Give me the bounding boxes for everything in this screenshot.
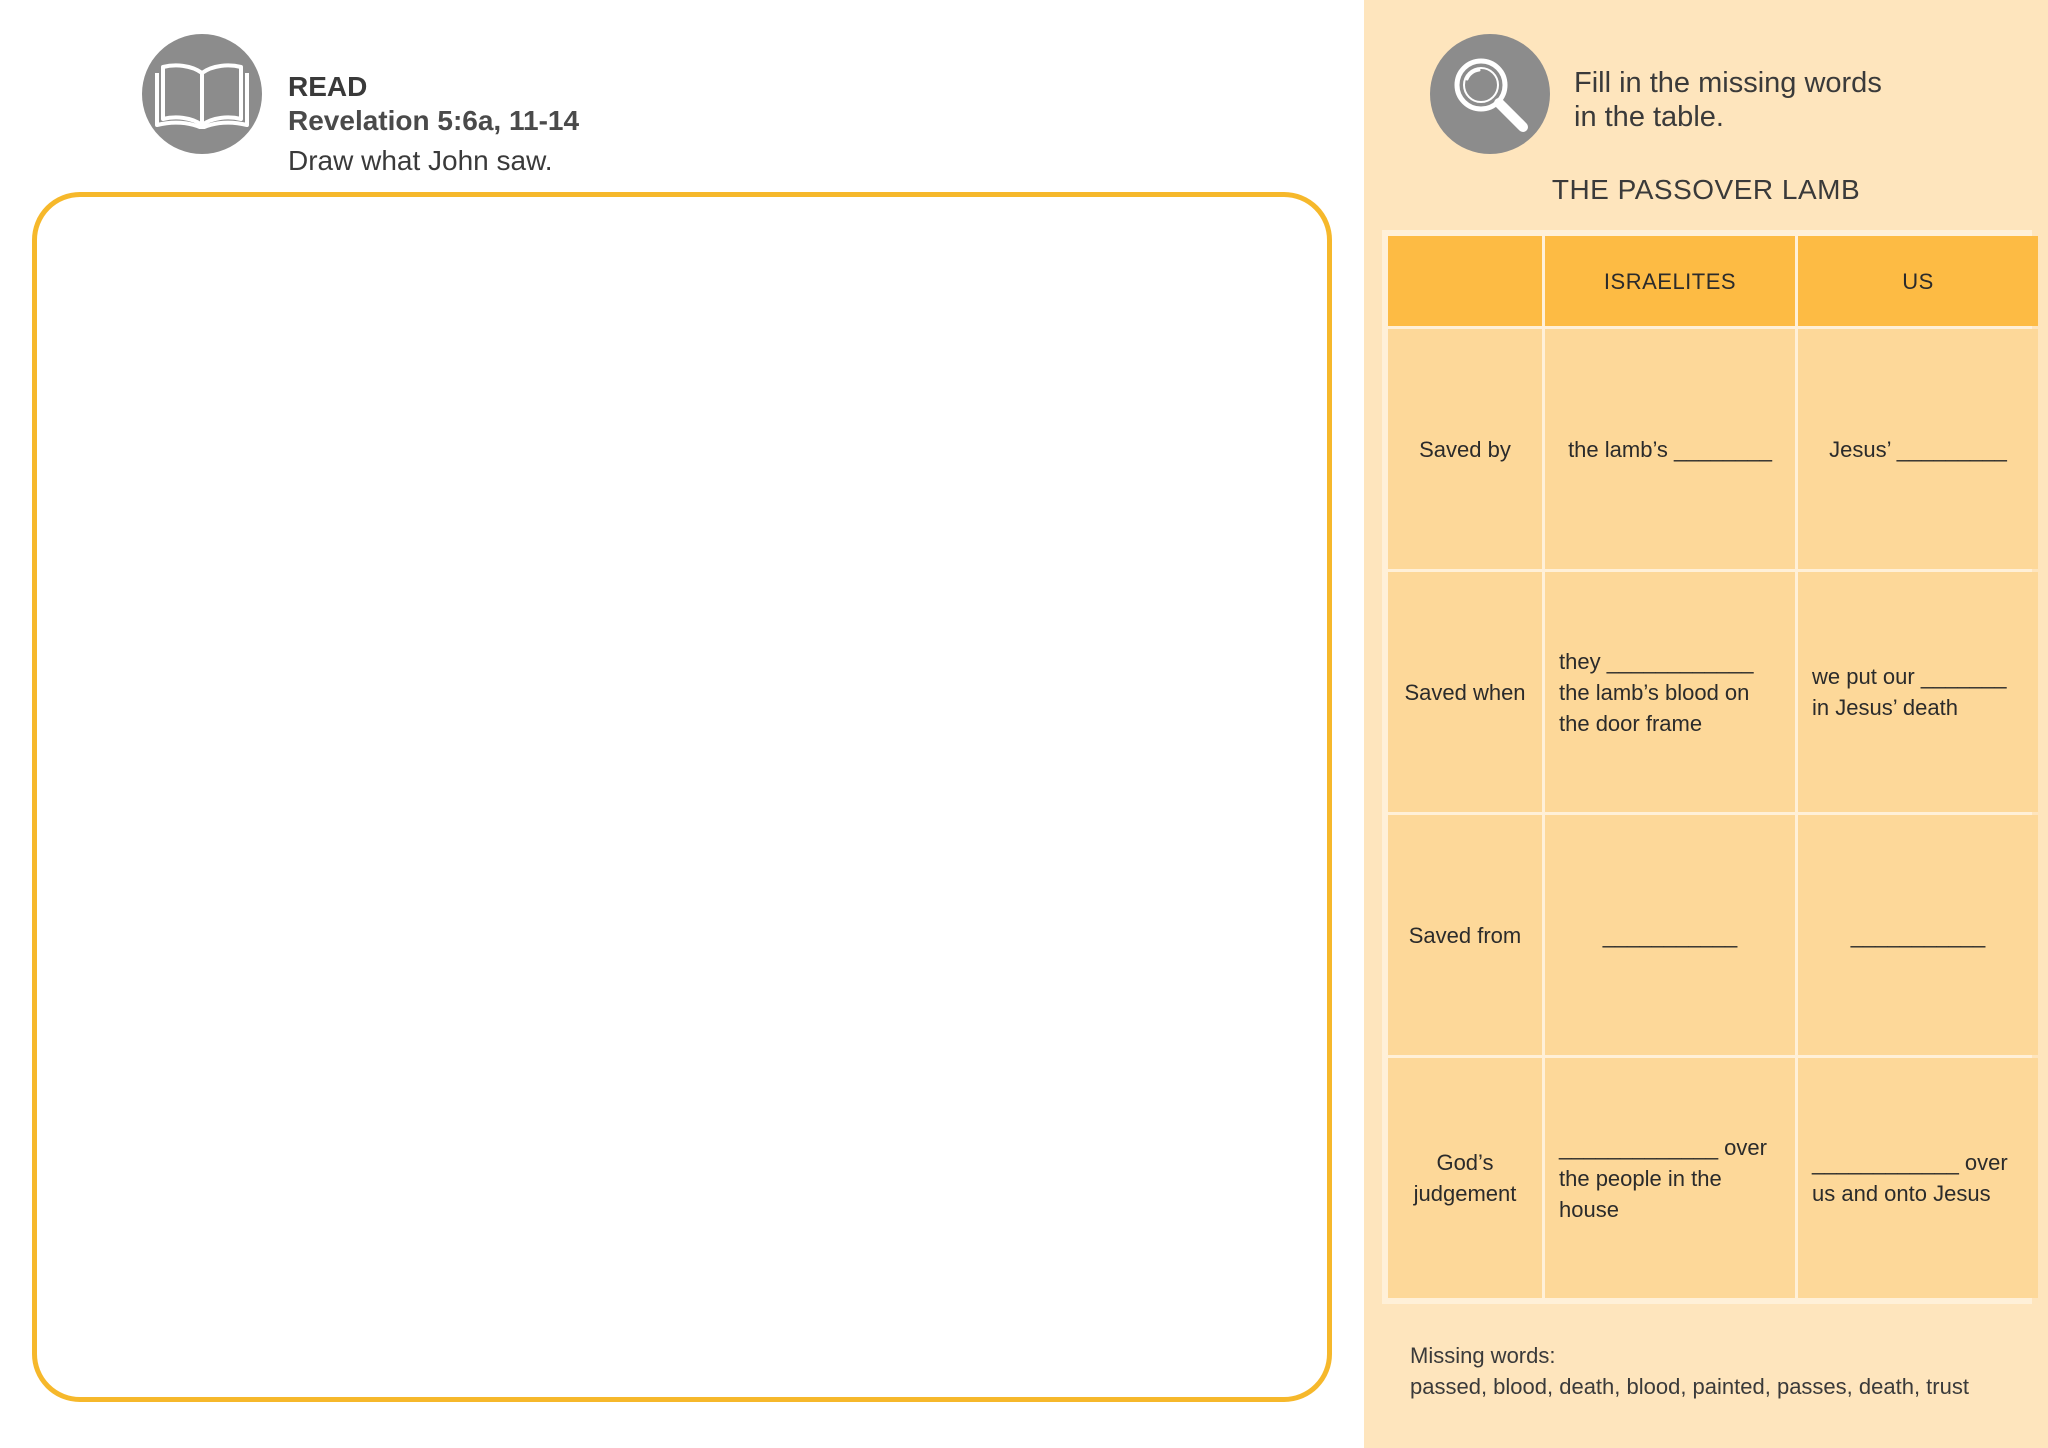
fill-in-panel bbox=[1364, 0, 2048, 1448]
table-header-empty bbox=[1388, 236, 1542, 326]
magnifying-glass-icon bbox=[1430, 34, 1550, 154]
scripture-reference: Revelation 5:6a, 11-14 bbox=[288, 105, 580, 136]
read-header bbox=[142, 34, 742, 184]
open-book-icon bbox=[142, 34, 262, 154]
read-text-block bbox=[288, 70, 579, 178]
row-label-saved-from: Saved from bbox=[1388, 815, 1542, 1055]
table-header-israelites: ISRAELITES bbox=[1545, 236, 1795, 326]
cell-israelites-saved-when[interactable]: they ____________ the lamb’s blood on the door frame bbox=[1545, 572, 1795, 812]
cell-israelites-saved-from[interactable]: ___________ bbox=[1545, 815, 1795, 1055]
missing-words-label: Missing words: bbox=[1410, 1343, 1556, 1368]
fill-instruction bbox=[1574, 66, 1994, 134]
cell-us-saved-when[interactable]: we put our _______ in Jesus’ death bbox=[1798, 572, 2038, 812]
drawing-area[interactable] bbox=[32, 192, 1332, 1402]
row-label-gods-judgement: God’s judgement bbox=[1388, 1058, 1542, 1298]
cell-us-gods-judgement[interactable]: ____________ over us and onto Jesus bbox=[1798, 1058, 2038, 1298]
passover-table bbox=[1382, 230, 2032, 1304]
row-label-saved-when: Saved when bbox=[1388, 572, 1542, 812]
draw-instruction: Draw what John saw. bbox=[288, 145, 553, 176]
cell-israelites-gods-judgement[interactable]: _____________ over the people in the house bbox=[1545, 1058, 1795, 1298]
cell-israelites-saved-by[interactable]: the lamb’s ________ bbox=[1545, 329, 1795, 569]
missing-words-list: passed, blood, death, blood, painted, passes, death, trust bbox=[1410, 1374, 1969, 1399]
row-label-saved-by: Saved by bbox=[1388, 329, 1542, 569]
table-title: THE PASSOVER LAMB bbox=[1551, 174, 1861, 205]
read-label: READ bbox=[288, 71, 368, 102]
cell-us-saved-by[interactable]: Jesus’ _________ bbox=[1798, 329, 2038, 569]
cell-us-saved-from[interactable]: ___________ bbox=[1798, 815, 2038, 1055]
table-header-us: US bbox=[1798, 236, 2038, 326]
missing-words bbox=[1410, 1340, 2040, 1402]
fill-instruction-line1: Fill in the missing words bbox=[1574, 67, 1882, 99]
fill-instruction-line2: in the table. bbox=[1574, 101, 1724, 133]
